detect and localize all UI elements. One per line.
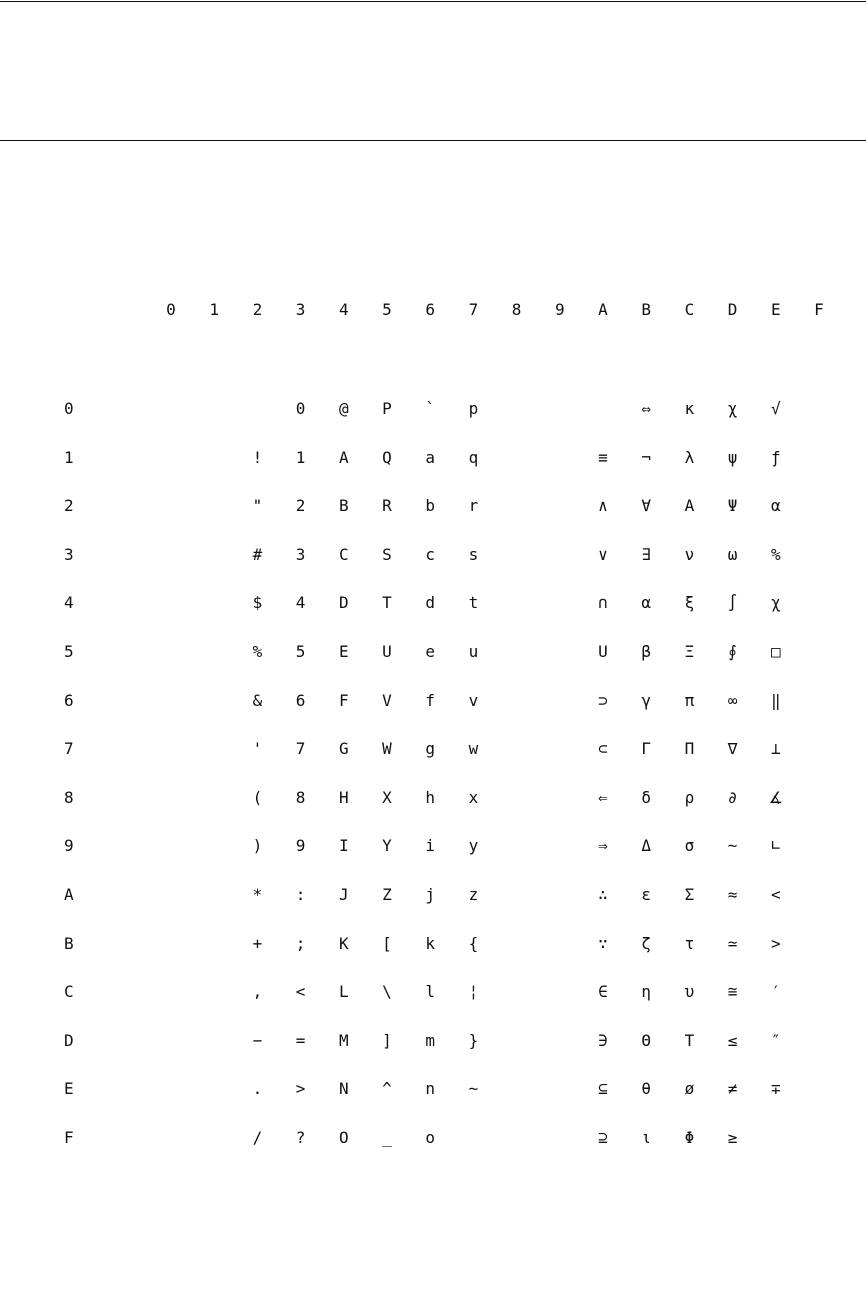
char-cell-47: G [338,739,349,759]
char-cell-c1: λ [684,447,695,467]
char-cell-ed: ″ [770,1030,781,1050]
char-cell-b9: Δ [641,836,651,856]
char-cell-b7: Γ [641,739,651,759]
char-cell-2c: , [252,982,263,1002]
char-cell-34: 4 [295,593,306,613]
column-header-b: B [641,300,651,319]
char-cell-d7: ∇ [727,739,738,759]
row-header-e: E [64,1079,74,1099]
char-cell-66: f [425,690,435,710]
row-header-f: F [64,1128,74,1147]
char-cell-dc: ≅ [727,982,738,1002]
header-rule [0,140,866,141]
char-cell-e0: √ [770,399,781,418]
char-cell-e3: % [770,544,781,564]
char-cell-d2: Ψ [727,496,738,516]
char-cell-ad: ∋ [598,1030,608,1050]
char-cell-2f: / [252,1128,263,1147]
char-cell-a5: U [598,642,608,661]
char-cell-c6: π [684,690,695,710]
char-cell-e7: ⊥ [770,739,781,759]
column-header-3: 3 [295,300,306,319]
char-cell-76: v [468,690,479,710]
row-header-d: D [64,1030,74,1050]
char-cell-6f: o [425,1128,435,1147]
char-cell-bf: ι [641,1128,651,1147]
char-cell-45: E [338,642,349,661]
char-cell-df: ≥ [727,1128,738,1147]
char-cell-d9: ~ [727,836,738,856]
char-cell-64: d [425,593,435,613]
char-cell-4b: K [338,933,349,953]
char-cell-4e: N [338,1079,349,1099]
char-cell-e6: ‖ [770,690,781,710]
char-cell-2b: + [252,933,263,953]
char-cell-db: ≃ [727,933,738,953]
char-cell-eb: > [770,933,781,953]
char-cell-e1: ƒ [770,447,781,467]
char-cell-25: % [252,642,263,661]
char-cell-39: 9 [295,836,306,856]
char-cell-78: x [468,787,479,807]
char-cell-b1: ¬ [641,447,651,467]
char-cell-2d: − [252,1030,263,1050]
char-cell-68: h [425,787,435,807]
char-cell-c5: Ξ [684,642,695,661]
column-header-a: A [598,300,608,319]
char-cell-3a: : [295,885,306,904]
char-cell-43: C [338,544,349,564]
char-cell-30: 0 [295,399,306,418]
char-cell-61: a [425,447,435,467]
char-cell-bc: η [641,982,651,1002]
char-cell-e8: ∡ [768,787,783,807]
char-cell-e9: ∟ [770,836,781,856]
column-header-0: 0 [166,300,176,319]
char-cell-57: W [382,739,392,759]
char-cell-63: c [425,544,435,564]
char-cell-c3: ν [684,544,695,564]
row-header-a: A [64,885,74,904]
char-cell-7c: ¦ [468,982,479,1002]
char-cell-ea: < [770,885,781,904]
char-cell-5f: _ [382,1128,392,1147]
char-cell-c0: κ [684,399,695,418]
char-cell-4d: M [338,1030,349,1050]
char-cell-d5: ∮ [728,642,737,661]
char-cell-ec: ′ [770,982,781,1002]
char-cell-51: Q [382,447,392,467]
char-cell-33: 3 [295,544,306,564]
column-header-2: 2 [252,300,263,319]
char-cell-a1: ≡ [598,447,608,467]
column-header-5: 5 [382,300,392,319]
char-cell-ca: Σ [684,885,695,904]
char-cell-7a: z [468,885,479,904]
char-cell-b5: β [641,642,651,661]
column-header-8: 8 [511,300,522,319]
char-cell-3f: ? [295,1128,306,1147]
row-header-9: 9 [64,836,74,856]
char-cell-67: g [425,739,435,759]
char-cell-cc: υ [684,982,695,1002]
char-cell-7e: ~ [468,1079,479,1099]
char-cell-c7: Π [684,739,695,759]
char-cell-3d: = [295,1030,306,1050]
char-cell-d1: ψ [727,447,738,467]
char-cell-b3: ∃ [641,544,651,564]
column-header-e: E [770,300,781,319]
char-cell-52: R [382,496,392,516]
char-cell-75: u [468,642,479,661]
char-cell-59: Y [382,836,392,856]
column-header-6: 6 [425,300,435,319]
char-cell-48: H [338,787,349,807]
char-cell-ee: ∓ [770,1079,781,1099]
char-cell-b0: ⇔ [641,399,651,418]
char-cell-bd: Θ [641,1030,651,1050]
char-cell-de: ≠ [727,1079,738,1099]
char-cell-60: ` [425,399,435,418]
char-cell-c4: ξ [684,593,695,613]
row-header-8: 8 [64,787,74,807]
char-cell-53: S [382,544,392,564]
char-cell-3c: < [295,982,306,1002]
char-cell-79: y [468,836,479,856]
char-cell-62: b [425,496,435,516]
column-header-1: 1 [209,300,219,319]
char-cell-aa: ∴ [598,885,608,904]
char-cell-28: ( [252,787,263,807]
char-cell-a6: ⊃ [598,690,608,710]
char-cell-af: ⊇ [598,1128,608,1147]
char-cell-e5: □ [770,642,781,661]
char-cell-46: F [338,690,349,710]
column-header-c: C [684,300,695,319]
char-cell-6a: j [425,885,435,904]
char-cell-d3: ω [727,544,738,564]
char-cell-4f: O [338,1128,349,1147]
top-rule [0,1,866,2]
char-cell-be: θ [641,1079,651,1099]
row-header-0: 0 [64,399,74,418]
char-cell-a8: ⇐ [598,787,608,807]
char-cell-5d: ] [382,1030,392,1050]
row-header-5: 5 [64,642,74,661]
char-cell-b6: γ [641,690,651,710]
column-header-d: D [727,300,738,319]
row-header-2: 2 [64,496,74,516]
char-cell-32: 2 [295,496,306,516]
char-cell-21: ! [252,447,263,467]
char-cell-c9: σ [684,836,695,856]
char-cell-2e: . [252,1079,263,1099]
row-header-3: 3 [64,544,74,564]
char-cell-4c: L [338,982,349,1002]
column-header-4: 4 [338,300,349,319]
char-cell-23: # [252,544,263,564]
char-cell-6d: m [425,1030,435,1050]
char-cell-38: 8 [295,787,306,807]
char-cell-5a: Z [382,885,392,904]
column-header-9: 9 [554,300,565,319]
char-cell-d6: ∞ [727,690,738,710]
char-cell-50: P [382,399,392,418]
char-cell-49: I [338,836,349,856]
char-cell-a3: ∨ [598,544,608,564]
char-cell-dd: ≤ [727,1030,738,1050]
char-cell-6e: n [425,1079,435,1099]
char-cell-a4: ∩ [598,593,608,613]
char-cell-bb: ζ [641,933,651,953]
char-cell-74: t [468,593,479,613]
char-cell-42: B [338,496,349,516]
char-cell-6c: l [425,982,435,1002]
char-cell-72: r [468,496,479,516]
char-cell-e4: χ [770,593,781,613]
char-cell-a9: ⇒ [598,836,608,856]
char-cell-4a: J [338,885,349,904]
char-cell-3e: > [295,1079,306,1099]
row-header-1: 1 [64,447,74,467]
char-cell-b4: α [641,593,651,613]
char-cell-cb: τ [684,933,695,953]
char-cell-ba: ε [641,885,651,904]
char-cell-44: D [338,593,349,613]
char-cell-2a: * [252,885,263,904]
char-cell-c2: A [684,496,695,516]
char-cell-ae: ⊆ [598,1079,608,1099]
char-cell-69: i [425,836,435,856]
char-cell-ab: ∵ [598,933,608,953]
char-cell-31: 1 [295,447,306,467]
char-cell-7b: { [468,933,479,953]
char-cell-7d: } [468,1030,479,1050]
char-cell-5b: [ [382,933,392,953]
row-header-6: 6 [64,690,74,710]
char-cell-73: s [468,544,479,564]
char-cell-3b: ; [295,933,306,953]
char-cell-77: w [468,739,479,759]
char-cell-cf: Φ [684,1128,695,1147]
char-cell-26: & [252,690,263,710]
char-cell-54: T [382,593,392,613]
char-cell-a2: ∧ [598,496,608,516]
char-cell-6b: k [425,933,435,953]
char-cell-5c: \ [382,982,392,1002]
char-cell-a7: ⊂ [598,739,608,759]
char-cell-55: U [382,642,392,661]
char-cell-d0: χ [727,399,738,418]
char-cell-71: q [468,447,479,467]
char-cell-37: 7 [295,739,306,759]
char-cell-e2: α [770,496,781,516]
column-header-f: F [814,300,824,319]
char-cell-27: ' [252,739,263,759]
char-cell-b8: δ [641,787,651,807]
char-cell-5e: ^ [382,1079,392,1099]
char-cell-d8: ∂ [727,787,738,807]
row-header-c: C [64,982,74,1002]
char-cell-29: ) [252,836,263,856]
char-cell-da: ≈ [727,885,738,904]
char-cell-cd: T [684,1030,695,1050]
char-cell-65: e [425,642,435,661]
char-cell-b2: ∀ [641,496,651,516]
row-header-4: 4 [64,593,74,613]
char-cell-d4: ∫ [727,593,738,613]
char-cell-ac: ∈ [598,982,608,1002]
char-cell-ce: ø [684,1079,695,1099]
char-cell-c8: ρ [684,787,695,807]
char-cell-40: @ [338,399,349,418]
row-header-b: B [64,933,74,953]
char-cell-22: " [252,496,263,516]
column-header-7: 7 [468,300,479,319]
row-header-7: 7 [64,739,74,759]
char-cell-41: A [338,447,349,467]
char-cell-70: p [468,399,479,418]
char-cell-35: 5 [295,642,306,661]
char-cell-24: $ [252,593,263,613]
char-cell-36: 6 [295,690,306,710]
char-cell-56: V [382,690,392,710]
char-cell-58: X [382,787,392,807]
